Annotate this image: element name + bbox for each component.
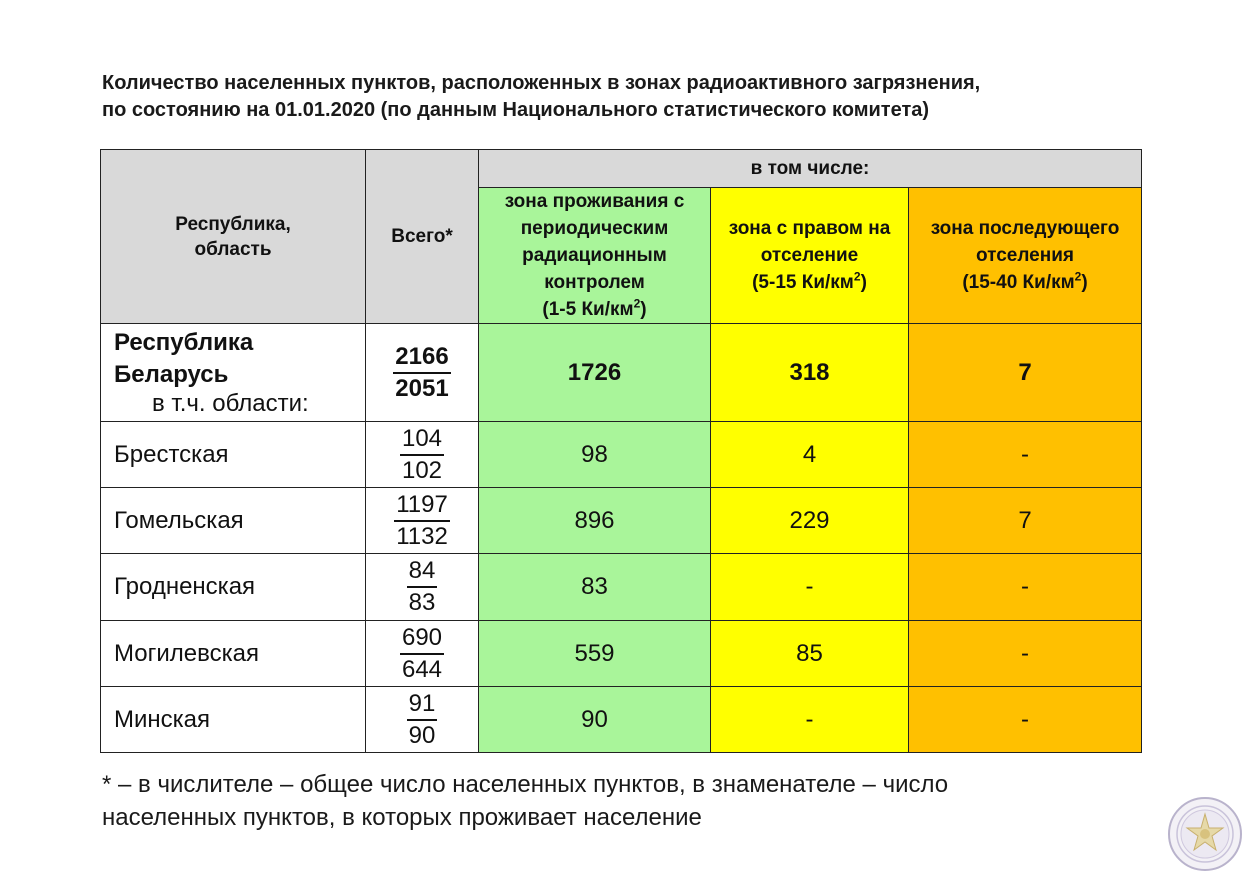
region-subtitle: в т.ч. области: (152, 390, 309, 417)
total-cell (366, 488, 479, 554)
header-region: Республика, область (101, 150, 366, 324)
zone1-cell: 1726 (479, 324, 711, 422)
zone1-unit-exp: 2 (633, 296, 641, 311)
region-cell (101, 324, 366, 422)
zone1-cell: 98 (479, 422, 711, 488)
table-row (101, 488, 1142, 554)
total-cell (366, 687, 479, 753)
total-cell (366, 621, 479, 687)
zone1-range: (1-5 Ки/км (542, 299, 634, 320)
region-name: Республика Беларусь (114, 329, 254, 388)
footnote (102, 768, 1142, 834)
zone2-range: (5-15 Ки/км (752, 272, 854, 293)
zone3-range-close: ) (1081, 272, 1088, 293)
total-numerator: 91 (407, 689, 438, 721)
total-denominator: 644 (401, 655, 443, 683)
zone1-name: зона проживания с периодическим радиационным контролем (504, 191, 685, 293)
footnote-line-2: населенных пунктов, в которых проживает население (102, 804, 702, 831)
zone3-cell: - (909, 554, 1142, 621)
region-name: Гомельская (101, 488, 366, 554)
total-denominator: 1132 (396, 522, 448, 550)
zone3-range: (15-40 Ки/км (962, 272, 1075, 293)
zone3-cell: - (909, 687, 1142, 753)
zone2-unit-exp: 2 (853, 269, 861, 284)
zone3-name: зона последующего отселения (930, 218, 1120, 266)
table-row (101, 422, 1142, 488)
page-title (102, 70, 1162, 124)
total-fraction (400, 623, 444, 685)
header-zone-subsequent-resettlement (909, 188, 1142, 324)
zone3-unit-exp: 2 (1074, 269, 1082, 284)
table-row (101, 554, 1142, 621)
total-fraction (407, 556, 438, 618)
zone1-range-close: ) (640, 299, 647, 320)
title-line-1: Количество населенных пунктов, расположенных в зонах радиоактивного загрязнения, (102, 72, 981, 94)
header-zone-periodic-control (479, 188, 711, 324)
header-including: в том числе: (479, 150, 1142, 188)
settlements-table (100, 149, 1142, 753)
zone3-cell: - (909, 422, 1142, 488)
zone2-cell: 229 (711, 488, 909, 554)
zone1-cell: 896 (479, 488, 711, 554)
zone1-cell: 90 (479, 687, 711, 753)
zone2-name: зона с правом на отселение (728, 218, 891, 266)
zone2-cell: 85 (711, 621, 909, 687)
header-zone-right-to-resettle (711, 188, 909, 324)
zone2-range-close: ) (860, 272, 867, 293)
total-denominator: 102 (401, 456, 443, 484)
total-denominator: 83 (408, 589, 436, 616)
table-row-total (101, 324, 1142, 422)
zone2-cell: 318 (711, 324, 909, 422)
zone1-cell: 83 (479, 554, 711, 621)
footnote-line-1: * – в числителе – общее число населенных пунктов, в знаменателе – число (102, 771, 949, 798)
table-row (101, 621, 1142, 687)
total-numerator: 2166 (393, 342, 450, 374)
zone3-cell: 7 (909, 488, 1142, 554)
total-denominator: 90 (408, 721, 436, 749)
zone2-cell: - (711, 554, 909, 621)
total-fraction (407, 689, 438, 751)
total-cell (366, 554, 479, 621)
total-numerator: 690 (400, 623, 444, 655)
zone1-cell: 559 (479, 621, 711, 687)
title-line-2: по состоянию на 01.01.2020 (по данным Национального статистического комитета) (102, 99, 930, 121)
zone2-cell: - (711, 687, 909, 753)
total-numerator: 104 (400, 424, 444, 456)
total-numerator: 1197 (394, 490, 450, 522)
table-row (101, 687, 1142, 753)
total-fraction (400, 424, 444, 486)
region-name: Гродненская (101, 554, 366, 621)
total-fraction (393, 342, 450, 404)
zone2-cell: 4 (711, 422, 909, 488)
total-cell (366, 324, 479, 422)
emblem-seal-icon (1167, 796, 1243, 872)
header-total: Всего* (366, 150, 479, 324)
region-name: Брестская (101, 422, 366, 488)
zone3-cell: - (909, 621, 1142, 687)
region-name: Могилевская (101, 621, 366, 687)
total-cell (366, 422, 479, 488)
total-numerator: 84 (407, 556, 438, 588)
total-denominator: 2051 (395, 374, 449, 402)
zone3-cell: 7 (909, 324, 1142, 422)
total-fraction (394, 490, 450, 552)
region-name: Минская (101, 687, 366, 753)
